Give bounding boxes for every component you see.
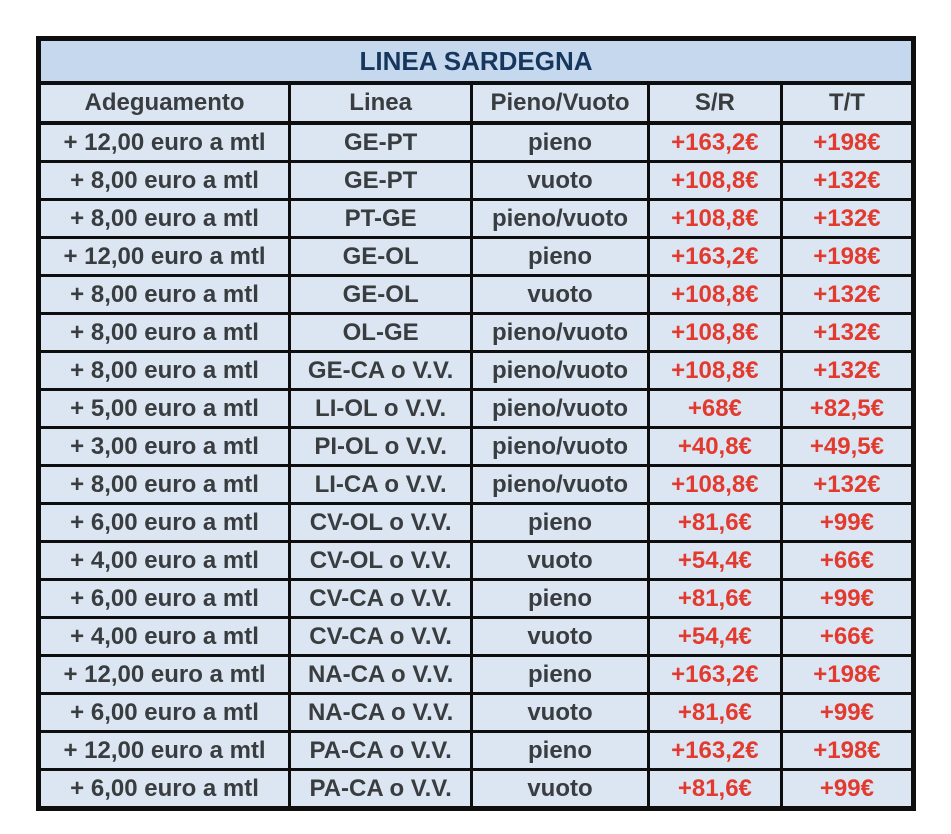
cell-adeguamento: + 6,00 euro a mtl [39, 694, 290, 732]
table-row [39, 656, 914, 694]
table-row [39, 466, 914, 504]
table-row [39, 618, 914, 656]
table-title: LINEA SARDEGNA [39, 39, 914, 84]
cell-linea: LI-CA o V.V. [290, 466, 472, 504]
cell-tt: +66€ [781, 542, 913, 580]
cell-pieno-vuoto: vuoto [472, 770, 649, 809]
column-header-sr: S/R [648, 83, 781, 123]
pricing-table-container [36, 36, 916, 802]
cell-tt: +132€ [781, 352, 913, 390]
cell-linea: GE-PT [290, 162, 472, 200]
cell-pieno-vuoto: pieno [472, 580, 649, 618]
cell-adeguamento: + 5,00 euro a mtl [39, 390, 290, 428]
cell-tt: +132€ [781, 276, 913, 314]
cell-pieno-vuoto: pieno [472, 656, 649, 694]
table-body [39, 123, 914, 809]
cell-adeguamento: + 8,00 euro a mtl [39, 352, 290, 390]
table-row [39, 162, 914, 200]
table-row [39, 276, 914, 314]
cell-linea: PA-CA o V.V. [290, 770, 472, 809]
cell-sr: +108,8€ [648, 314, 781, 352]
cell-pieno-vuoto: vuoto [472, 542, 649, 580]
cell-sr: +108,8€ [648, 162, 781, 200]
cell-linea: GE-CA o V.V. [290, 352, 472, 390]
cell-pieno-vuoto: vuoto [472, 162, 649, 200]
cell-pieno-vuoto: vuoto [472, 276, 649, 314]
table-title-row [39, 39, 914, 84]
cell-sr: +54,4€ [648, 542, 781, 580]
cell-sr: +68€ [648, 390, 781, 428]
cell-adeguamento: + 12,00 euro a mtl [39, 732, 290, 770]
cell-adeguamento: + 12,00 euro a mtl [39, 238, 290, 276]
cell-tt: +99€ [781, 580, 913, 618]
table-row [39, 770, 914, 809]
table-row [39, 580, 914, 618]
cell-pieno-vuoto: pieno/vuoto [472, 466, 649, 504]
cell-linea: GE-OL [290, 276, 472, 314]
cell-adeguamento: + 6,00 euro a mtl [39, 580, 290, 618]
cell-adeguamento: + 6,00 euro a mtl [39, 504, 290, 542]
cell-pieno-vuoto: pieno/vuoto [472, 390, 649, 428]
cell-linea: PI-OL o V.V. [290, 428, 472, 466]
cell-sr: +54,4€ [648, 618, 781, 656]
cell-pieno-vuoto: pieno/vuoto [472, 200, 649, 238]
cell-adeguamento: + 3,00 euro a mtl [39, 428, 290, 466]
cell-tt: +198€ [781, 732, 913, 770]
cell-tt: +132€ [781, 466, 913, 504]
cell-linea: NA-CA o V.V. [290, 656, 472, 694]
cell-tt: +132€ [781, 314, 913, 352]
table-row [39, 694, 914, 732]
cell-pieno-vuoto: pieno/vuoto [472, 352, 649, 390]
cell-tt: +198€ [781, 656, 913, 694]
cell-sr: +108,8€ [648, 200, 781, 238]
cell-tt: +49,5€ [781, 428, 913, 466]
table-row [39, 352, 914, 390]
cell-linea: CV-CA o V.V. [290, 618, 472, 656]
table-row [39, 123, 914, 162]
cell-pieno-vuoto: pieno/vuoto [472, 428, 649, 466]
cell-pieno-vuoto: pieno [472, 238, 649, 276]
cell-tt: +99€ [781, 694, 913, 732]
table-header-row [39, 83, 914, 123]
cell-sr: +108,8€ [648, 352, 781, 390]
cell-tt: +99€ [781, 770, 913, 809]
cell-linea: PT-GE [290, 200, 472, 238]
cell-linea: GE-OL [290, 238, 472, 276]
cell-sr: +163,2€ [648, 656, 781, 694]
cell-sr: +81,6€ [648, 694, 781, 732]
cell-adeguamento: + 8,00 euro a mtl [39, 466, 290, 504]
table-row [39, 390, 914, 428]
column-header-pieno-vuoto: Pieno/Vuoto [472, 83, 649, 123]
column-header-tt: T/T [781, 83, 913, 123]
table-row [39, 504, 914, 542]
cell-linea: NA-CA o V.V. [290, 694, 472, 732]
cell-linea: GE-PT [290, 123, 472, 162]
cell-adeguamento: + 12,00 euro a mtl [39, 656, 290, 694]
table-row [39, 428, 914, 466]
table-row [39, 314, 914, 352]
cell-pieno-vuoto: pieno [472, 732, 649, 770]
cell-adeguamento: + 6,00 euro a mtl [39, 770, 290, 809]
cell-sr: +40,8€ [648, 428, 781, 466]
cell-linea: CV-OL o V.V. [290, 542, 472, 580]
column-header-adeguamento: Adeguamento [39, 83, 290, 123]
cell-linea: LI-OL o V.V. [290, 390, 472, 428]
cell-sr: +163,2€ [648, 123, 781, 162]
cell-tt: +198€ [781, 238, 913, 276]
cell-sr: +108,8€ [648, 466, 781, 504]
cell-sr: +81,6€ [648, 504, 781, 542]
cell-sr: +108,8€ [648, 276, 781, 314]
cell-adeguamento: + 8,00 euro a mtl [39, 314, 290, 352]
cell-sr: +163,2€ [648, 238, 781, 276]
table-row [39, 542, 914, 580]
cell-linea: CV-OL o V.V. [290, 504, 472, 542]
cell-tt: +132€ [781, 200, 913, 238]
cell-tt: +198€ [781, 123, 913, 162]
cell-pieno-vuoto: vuoto [472, 618, 649, 656]
cell-adeguamento: + 8,00 euro a mtl [39, 200, 290, 238]
cell-tt: +82,5€ [781, 390, 913, 428]
cell-sr: +81,6€ [648, 770, 781, 809]
cell-adeguamento: + 8,00 euro a mtl [39, 276, 290, 314]
cell-sr: +81,6€ [648, 580, 781, 618]
table-row [39, 200, 914, 238]
table-row [39, 732, 914, 770]
cell-pieno-vuoto: pieno/vuoto [472, 314, 649, 352]
cell-adeguamento: + 4,00 euro a mtl [39, 542, 290, 580]
cell-pieno-vuoto: pieno [472, 504, 649, 542]
cell-sr: +163,2€ [648, 732, 781, 770]
cell-adeguamento: + 8,00 euro a mtl [39, 162, 290, 200]
cell-tt: +66€ [781, 618, 913, 656]
cell-linea: OL-GE [290, 314, 472, 352]
cell-pieno-vuoto: vuoto [472, 694, 649, 732]
cell-linea: CV-CA o V.V. [290, 580, 472, 618]
cell-tt: +99€ [781, 504, 913, 542]
table-row [39, 238, 914, 276]
column-header-linea: Linea [290, 83, 472, 123]
cell-adeguamento: + 4,00 euro a mtl [39, 618, 290, 656]
cell-pieno-vuoto: pieno [472, 123, 649, 162]
cell-tt: +132€ [781, 162, 913, 200]
cell-linea: PA-CA o V.V. [290, 732, 472, 770]
linea-sardegna-table [36, 36, 916, 811]
cell-adeguamento: + 12,00 euro a mtl [39, 123, 290, 162]
